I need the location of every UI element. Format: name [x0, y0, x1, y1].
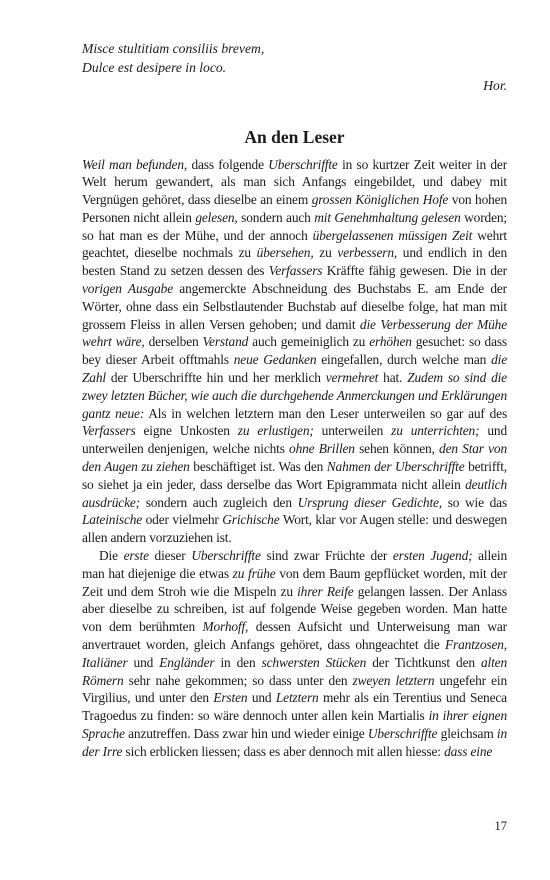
italic-text-run: Uberschriffte [268, 156, 338, 172]
text-run: gelangen lassen. Der Anlass aber dieselbe zu schreiben, ist auf folgende Weise gegeben worden. Man hatte von dem berühmten [82, 583, 507, 635]
text-run: wehrt geachtet, dieselbe nochmals zu [82, 227, 508, 261]
text-run: gesuchet: so dass bey dieser Arbeit offtmahls [82, 334, 507, 368]
italic-text-run: schwersten Stücken [261, 654, 367, 670]
text-run: dass folgende [187, 156, 269, 172]
italic-text-run: Zudem so sind die zwey letzten Bücher, wie auch die durchgehende Anmerckungen und Erklärungen gantz neue: [82, 370, 507, 421]
text-run: sich erblicken liessen; dass es aber dennoch mit allen hiesse: [122, 743, 445, 759]
text-run: von dem Baum gepflücket worden, mit der Zeit und dem Stroh wie die Mispeln zu [82, 565, 507, 599]
italic-text-run: alten Römern [82, 654, 507, 688]
italic-text-run: erhöhen [369, 334, 412, 350]
italic-text-run: den Star von den Augen zu ziehen [82, 441, 507, 475]
text-run: eigne Unkosten [135, 423, 238, 439]
epigraph-line: Misce stultitiam consiliis brevem, [82, 41, 265, 56]
italic-text-run: Ersten [213, 690, 248, 706]
text-run: Wort, klar vor Augen stelle: und deswegen allen andern vorzuziehen ist. [82, 512, 507, 546]
text-run: allein man hat diejenige die etwas [82, 548, 507, 581]
text-run: sehen können, [354, 441, 440, 457]
italic-text-run: Verstand [202, 334, 249, 350]
italic-text-run: übergelassenen müssigen Zeit [312, 227, 473, 243]
text-run: Die [99, 548, 124, 564]
text-run: sondern auch zugleich den [140, 494, 298, 510]
text-run: derselben [144, 334, 203, 350]
italic-text-run: ersten Jugend; [392, 548, 473, 564]
italic-text-run: Morhoff, [202, 619, 249, 635]
text-run: so wie das [442, 494, 508, 510]
italic-text-run: vermehret [325, 370, 379, 386]
text-run: sind zwar Früchte der [260, 548, 393, 564]
italic-text-run: Verfassers [82, 423, 136, 439]
text-run: beschäftiget ist. Was den [189, 459, 327, 475]
italic-text-run: Uberschriffte [191, 548, 261, 564]
italic-text-run: ohne Brillen [289, 441, 355, 457]
italic-text-run: gelesen, [195, 209, 238, 225]
italic-text-run: übersehen, [256, 245, 314, 261]
text-run: worden; so hat man es der Mühe, und der annoch [82, 209, 507, 243]
text-run: betrifft, so siehet ja ein jeder, dass derselbe das Wort Epigrammata nicht allein [82, 459, 508, 492]
text-run: dieser [148, 548, 192, 564]
text-run: unterweilen [313, 423, 392, 439]
text-run: oder vielmehr [142, 512, 223, 528]
italic-text-run: Nahmen der Uberschriffte [326, 459, 465, 475]
italic-text-run: zu frühe [232, 565, 276, 581]
text-run: Als in welchen letztern man den Leser unterweilen so gar auf des [144, 405, 508, 421]
paragraph [82, 156, 507, 548]
italic-text-run: Engländer [159, 654, 215, 670]
text-run: anzutreffen. Dass zwar hin und wieder einige [124, 726, 368, 741]
italic-text-run: Uberschriffte [367, 726, 438, 741]
text-run: und [247, 690, 276, 706]
text-run: eingefallen, durch welche man [316, 352, 492, 368]
italic-text-run: Weil man befunden, [82, 156, 188, 172]
page-heading: An den Leser [244, 126, 345, 147]
italic-text-run: in der Irre [82, 726, 507, 759]
italic-text-run: zu unterrichten; [391, 423, 480, 439]
text-run: und endlich in den besten Stand zu setzen dessen des [82, 245, 507, 279]
italic-text-run: neue Gedanken [233, 352, 317, 368]
page-number: 17 [494, 819, 507, 833]
italic-text-run: Letztern [275, 690, 319, 706]
italic-text-run: mit Genehmhaltung gelesen [314, 209, 461, 225]
body-text [82, 156, 507, 761]
epigraph [82, 40, 507, 77]
text-run: der Tichtkunst den [366, 654, 481, 670]
text-run: auch gemeiniglich zu [248, 334, 370, 350]
italic-text-run: Verfassers [268, 263, 323, 279]
text-run: sondern auch [237, 209, 315, 225]
italic-text-run: in ihrer eignen Sprache [82, 708, 507, 741]
italic-text-run: erste [123, 548, 149, 564]
text-run: Kräffte fähig gewesen. Die in der [322, 263, 507, 279]
paragraph [82, 547, 507, 761]
text-run: und [127, 654, 160, 670]
italic-text-run: zu erlustigen; [237, 423, 314, 439]
italic-text-run: ihrer Reife [297, 583, 354, 599]
text-run: sehr nahe gekommen; so dass unter den [123, 672, 353, 688]
epigraph-line: Dulce est desipere in loco. [82, 59, 227, 75]
text-run: in den [214, 654, 262, 670]
italic-text-run: die Zahl [82, 352, 508, 386]
text-run: und unterweilen denjenigen, welche nichts [82, 423, 508, 457]
text-run: in so kurtzer Zeit weiter in der Welt herum gewandert, als man sich Anfangs eingebildet, und dabey mit Vergnügen gehöret, dass dieselbe an einem [82, 156, 508, 208]
italic-text-run: dass eine [444, 743, 493, 759]
epigraph-attribution: Hor. [483, 78, 507, 93]
italic-text-run: deutlich ausdrücke; [82, 476, 507, 510]
text-run: der Uberschriffte hin und her merklich [105, 370, 326, 386]
italic-text-run: Lateinische [82, 512, 143, 528]
text-run: angemerckte Abschneidung des Buchstabs E. am Ende der Wörter, ohne dass ein Selbstlautender Buchstab auf dieselbe folge, hat man mit grossem Fleiss in allen Versen gehoben; und damit [82, 281, 507, 332]
italic-text-run: Grichische [222, 512, 280, 528]
italic-text-run: Frantzosen, Italiäner [82, 637, 507, 670]
italic-text-run: die Verbesserung der Mühe wehrt wäre, [82, 316, 507, 350]
italic-text-run: vorigen Ausgabe [82, 281, 173, 297]
text-run: ungefehr ein Virgilius, und unter den [82, 672, 507, 706]
text-run: dessen Aufsicht und Unterweisung man war anvertrauet worden, gleich Anfangs gehöret, dass ohngeachtet die [82, 619, 507, 653]
page [82, 40, 507, 761]
italic-text-run: grossen Königlichen Hofe [311, 192, 449, 208]
text-run: von hohen Personen nicht allein [82, 192, 508, 225]
italic-text-run: verbessern, [337, 245, 398, 261]
italic-text-run: zweyen letztern [352, 672, 435, 688]
text-run: gleichsam [437, 726, 497, 741]
text-run: hat. [378, 370, 408, 386]
italic-text-run: Ursprung dieser Gedichte, [297, 494, 443, 510]
text-run: zu [313, 245, 338, 261]
text-run: mehr als ein Terentius und Seneca Tragoedus zu finden: so wäre dennoch unter allen kein Martialis [82, 690, 507, 724]
